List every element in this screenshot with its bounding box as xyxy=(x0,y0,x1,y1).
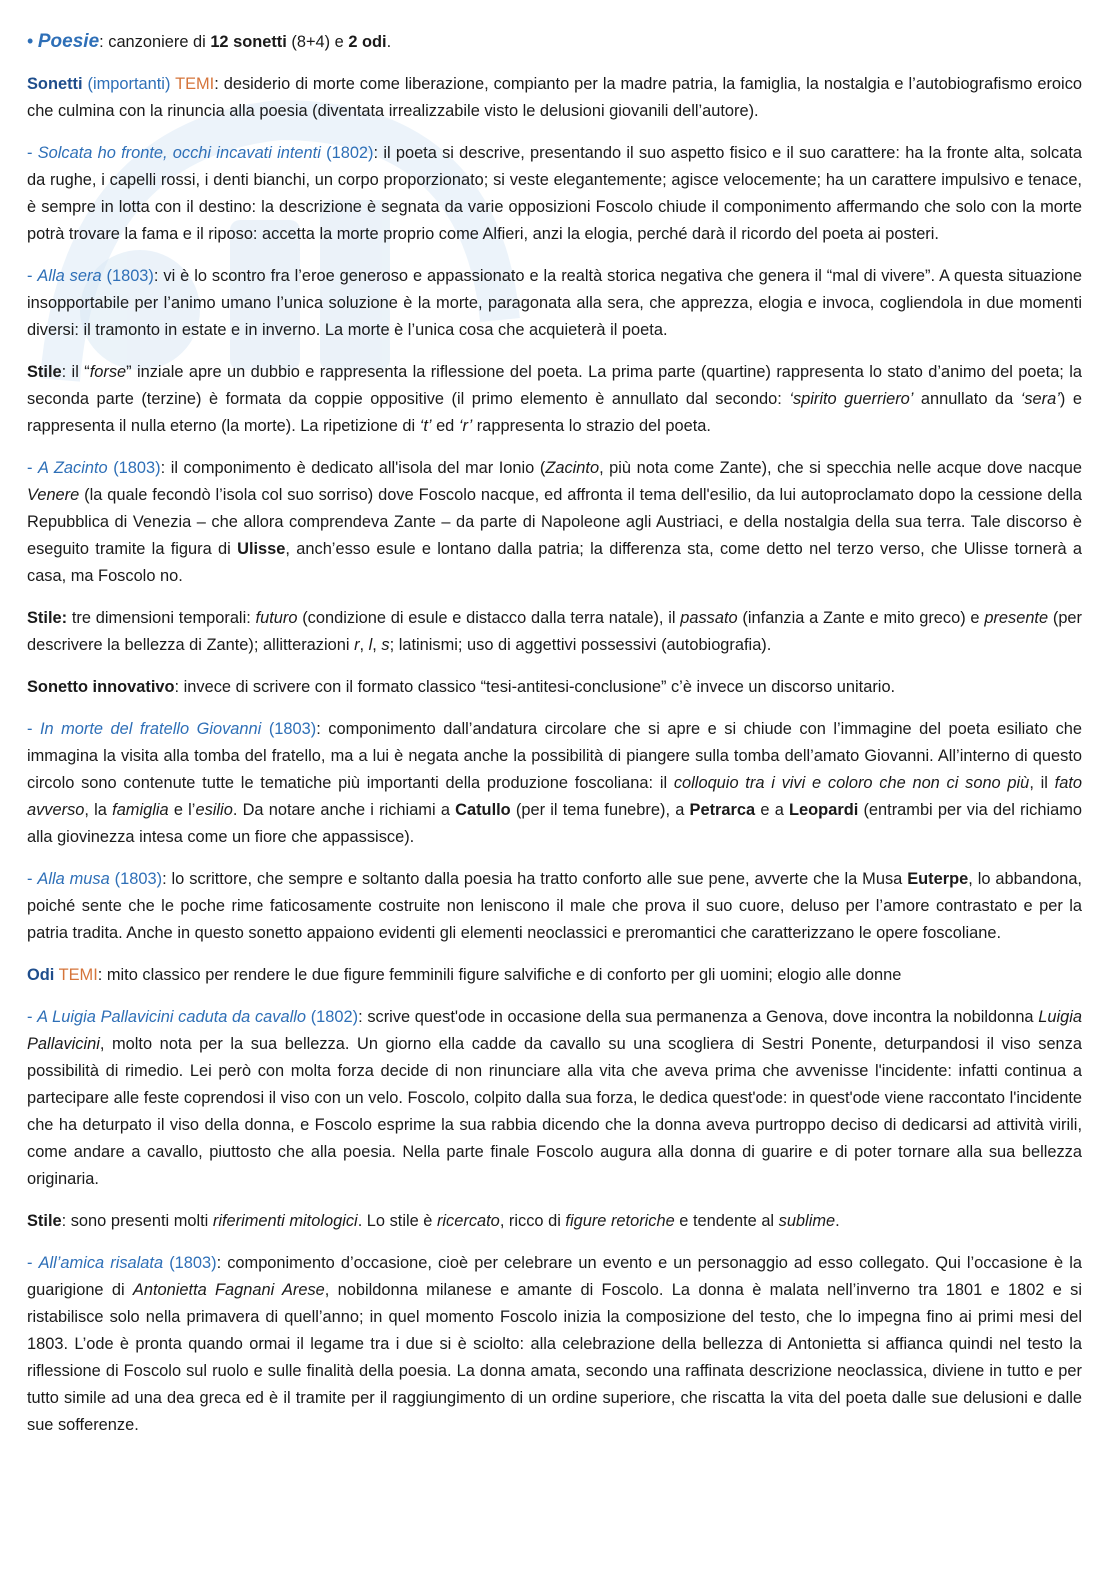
amica-paragraph: - All’amica risalata (1803): componimento d’occasione, cioè per celebrare un evento e un personaggio ad esso collegato. Qui l’occasione è la guarigione di Antonietta Fagnani Arese, nobildonna milanese e amante di Foscolo. La donna è malata nell’inverno tra 1801 e 1802 e si ristabilisce solo nella primavera di quell’anno; in quel momento Foscolo inizia la composizione del testo, che lo impegna fino ai primi mesi del 1803. L’ode è pronta quando ormai il legame tra i due si è sciolto: alla celebrazione della bellezza di Antonietta si affianca quindi nel testo la riflessione di Foscolo sul ruolo e sulle finalità della poesia. La donna amata, secondo una raffinata descrizione neoclassica, diviene in tutto e per tutto simile ad una dea greca ed è il tramite per il raggiungimento di un ordine superiore, che riscatta la vita del poeta dalle sue delusioni e dalle sue sofferenze. xyxy=(27,1254,1082,1434)
poem-title: In morte del fratello Giovanni xyxy=(39,720,262,738)
intro-paragraph: • Poesie: canzoniere di 12 sonetti (8+4) e 2 odi. xyxy=(27,31,392,52)
fratello-paragraph: - In morte del fratello Giovanni (1803): componimento dall’andatura circolare che si apre e si chiude con l’immagine del poeta esiliato che immagina la visita alla tomba del fratello, ma a lui è negata anche la possibilità di piangere sulla tomba dell’amato Giovanni. All’interno di questo circolo sono contenute tutte le tematiche più importanti della produzione foscoliana: il colloquio tra i vivi e coloro che non ci sono più, il fato avverso, la famiglia e l’esilio. Da notare anche i richiami a Catullo (per il tema funebre), a Petrarca e a Leopardi (entrambi per via del richiamo alla giovinezza intesa come un fiore che appassisce). xyxy=(27,720,1083,846)
stile-pallavicini-paragraph: Stile: sono presenti molti riferimenti mitologici. Lo stile è ricercato, ricco di figure retoriche e tendente al sublime. xyxy=(27,1212,840,1230)
poem-title: All’amica risalata xyxy=(38,1254,164,1272)
stile-sera-paragraph: Stile: il “forse” inziale apre un dubbio e rappresenta la riflessione del poeta. La prima parte (quartine) rappresenta lo stato d’animo del poeta; la seconda parte (terzine) è formata da coppie oppositive (il primo elemento è annullato dal secondo: ‘spirito guerriero’ annullato da ‘sera’) e rappresenta il nulla eterno (la morte). La ripetizione di ‘t’ ed ‘r’ rappresenta lo strazio del poeta. xyxy=(27,363,1083,435)
musa-paragraph: - Alla musa (1803): lo scrittore, che sempre e soltanto dalla poesia ha tratto conforto alle sue pene, avverte che la Musa Euterpe, lo abbandona, poiché sente che le poche rime faticosamente costruite non leniscono il male che prova il suo cuore, deluso per l’amore contrastato e per la patria tradita. Anche in questo sonetto appaiono evidenti gli elementi neoclassici e preromantici che caratterizzano le opere foscoliane. xyxy=(27,870,1082,942)
section-title-poesie: Poesie xyxy=(37,31,100,52)
stile-zacinto-paragraph: Stile: tre dimensioni temporali: futuro (condizione di esule e distacco dalla terra natale), il passato (infanzia a Zante e mito greco) e presente (per descrivere la bellezza di Zante); allitterazioni r, l, s; latinismi; uso di aggettivi possessivi (autobiografia). xyxy=(27,609,1083,654)
bullet-icon: • xyxy=(27,31,34,51)
poem-title: Alla sera xyxy=(37,267,102,285)
temi-label: TEMI xyxy=(175,75,215,93)
poem-title: Solcata ho fronte, occhi incavati intenti xyxy=(37,144,321,162)
sonetti-temi-paragraph: Sonetti (importanti) TEMI: desiderio di morte come liberazione, compianto per la madre patria, la famiglia, la nostalgia e l’autobiografismo eroico che culmina con la rinuncia alla poesia (diventata irrealizzabile visto le delusioni giovanili dell’autore). xyxy=(27,75,1083,120)
odi-heading: Odi xyxy=(27,966,55,984)
sonetto-innovativo-paragraph: Sonetto innovativo: invece di scrivere con il formato classico “tesi-antitesi-conclusione” c’è invece un discorso unitario. xyxy=(27,678,896,696)
poem-title: Alla musa xyxy=(37,870,110,888)
solcata-paragraph: - Solcata ho fronte, occhi incavati intenti (1802): il poeta si descrive, presentando il suo aspetto fisico e il suo carattere: ha la fronte alta, solcata da rughe, i capelli rossi, i denti bianchi, un corpo proporzionato; si veste elegantemente; agisce velocemente; ha un carattere impulsivo e tenace, è sempre in lotta con il destino: la descrizione è segnata da varie opposizioni Foscolo chiude il componimento affermando che solo con la morte potrà trovare la fama e il riposo: accetta la morte proprio come Alfieri, anzi la elogia, perché darà il ricordo del poeta ai posteri. xyxy=(27,144,1082,243)
odi-temi-paragraph: Odi TEMI: mito classico per rendere le due figure femminili figure salvifiche e di conforto per gli uomini; elogio alle donne xyxy=(27,966,902,984)
poem-title: A Luigia Pallavicini caduta da cavallo xyxy=(37,1008,306,1026)
zacinto-paragraph: - A Zacinto (1803): il componimento è dedicato all'isola del mar Ionio (Zacinto, più nota come Zante), che si specchia nelle acque dove nacque Venere (la quale fecondò l’isola col suo sorriso) dove Foscolo nacque, ed affronta il tema dell'esilio, da lui autoproclamato dopo la cessione della Repubblica di Venezia – che allora comprendeva Zante – da parte di Napoleone agli Austriaci, e della nostalgia della sua terra. Tale discorso è eseguito tramite la figura di Ulisse, anch’esso esule e lontano dalla patria; la differenza sta, come detto nel terzo verso, che Ulisse tornerà a casa, ma Foscolo no. xyxy=(27,459,1082,585)
alla-sera-paragraph: - Alla sera (1803): vi è lo scontro fra l’eroe generoso e appassionato e la realtà storica negativa che genera il “mal di vivere”. A questa situazione insopportabile per l’animo umano l’unica soluzione è la morte, paragonata alla sera, che apprezza, elogia e invoca, cogliendola in due momenti diversi: il tramonto in estate e in inverno. La morte è l’unica cosa che acquieterà il poeta. xyxy=(27,267,1082,339)
sonetti-heading: Sonetti xyxy=(27,75,83,93)
temi-label: TEMI xyxy=(58,966,98,984)
poem-title: A Zacinto xyxy=(38,459,108,477)
pallavicini-paragraph: - A Luigia Pallavicini caduta da cavallo (1802): scrive quest'ode in occasione della sua permanenza a Genova, dove incontra la nobildonna Luigia Pallavicini, molto nota per la sua bellezza. Un giorno ella cadde da cavallo su una scogliera di Sestri Ponente, deturpandosi il viso senza possibilità di rimedio. Lei però con molta forza decide di non rinunciare alla vita che aveva prima che avvenisse l'incidente: infatti continua a partecipare alle feste coprendosi il viso con un velo. Foscolo, colpito dalla sua forza, le dedica quest'ode: in quest'ode viene raccontato l'incidente che ha deturpato il viso della donna, e Foscolo esprime la sua rabbia dicendo che la donna aveva purtroppo deciso di dedicarsi ad attività virili, come andare a cavallo, piuttosto che alla poesia. Nella parte finale Foscolo augura alla donna di guarire e di poter tornare alla sua bellezza originaria. xyxy=(27,1008,1082,1188)
document-page xyxy=(27,28,1082,1439)
